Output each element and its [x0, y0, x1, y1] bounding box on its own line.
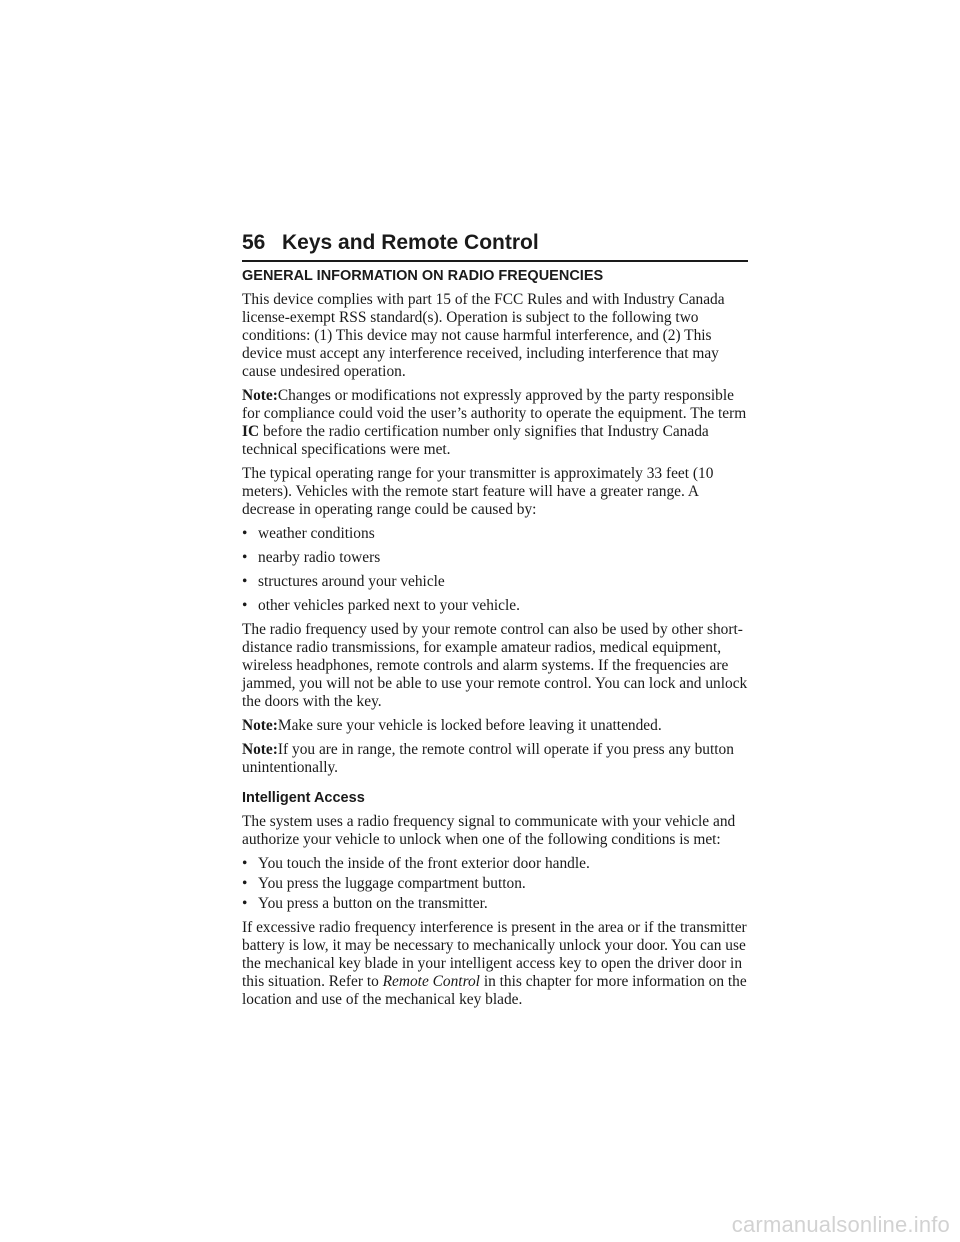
- operating-range-paragraph: The typical operating range for your transmitter is approximately 33 feet (10 meters). Vehicles with the remote start feature will have a greater range. A decrease in operating range could be caused by:: [242, 465, 714, 518]
- list-item: [242, 525, 748, 543]
- watermark: carmanualsonline.info: [731, 1212, 950, 1237]
- bullet-icon: •: [242, 875, 248, 892]
- list-item-text: You press a button on the transmitter.: [258, 895, 488, 912]
- cross-reference-link[interactable]: Remote Control: [382, 973, 480, 990]
- fcc-compliance-paragraph: This device complies with part 15 of the FCC Rules and with Industry Canada license-exempt RSS standard(s). Operation is subject to the following two conditions: (1) This device may not cause harmful interference, and (2) This device must accept any interference received, including interference that may cause undesired operation.: [242, 291, 725, 380]
- list-item: [242, 549, 748, 567]
- unlock-conditions-list: [242, 855, 748, 913]
- list-item-text: You touch the inside of the front exterior door handle.: [258, 855, 590, 872]
- note-text: Make sure your vehicle is locked before leaving it unattended.: [277, 717, 662, 734]
- list-item-text: weather conditions: [258, 525, 375, 542]
- section-heading-radio-frequencies: GENERAL INFORMATION ON RADIO FREQUENCIES: [242, 268, 604, 284]
- bullet-icon: •: [242, 573, 248, 590]
- note-label: Note:: [242, 741, 278, 758]
- page-content: [242, 265, 748, 1015]
- paragraph-text-after: in this chapter for more information on the location and use of the mechanical key blade.: [242, 973, 747, 1008]
- ic-term: IC: [242, 423, 260, 440]
- chapter-title: Keys and Remote Control: [282, 231, 539, 254]
- list-item: [242, 895, 748, 913]
- range-causes-list: [242, 525, 748, 615]
- bullet-icon: •: [242, 895, 248, 912]
- list-item-text: You press the luggage compartment button.: [258, 875, 526, 892]
- section-heading-intelligent-access: Intelligent Access: [242, 790, 365, 806]
- note-text-after: before the radio certification number only signifies that Industry Canada technical specifications were met.: [242, 423, 709, 458]
- mechanical-key-paragraph: [242, 919, 748, 1009]
- page-header: [242, 228, 748, 262]
- bullet-icon: •: [242, 597, 248, 614]
- list-item: [242, 855, 748, 873]
- note-modifications: [242, 387, 748, 459]
- radio-frequency-paragraph: The radio frequency used by your remote control can also be used by other short-distance radio transmissions, for example amateur radios, medical equipment, wireless headphones, remote controls and alarm systems. If the frequencies are jammed, you will not be able to use your remote control. You can lock and unlock the doors with the key.: [242, 621, 748, 710]
- paragraph-text-before: If excessive radio frequency interference is present in the area or if the transmitter battery is low, it may be necessary to mechanically unlock your door. You can use the mechanical key blade in your intelligent access key to open the driver door in this situation. Refer to: [242, 919, 747, 990]
- note-lock-vehicle: [242, 717, 748, 735]
- list-item: [242, 597, 748, 615]
- intelligent-access-intro: The system uses a radio frequency signal to communicate with your vehicle and authorize your vehicle to unlock when one of the following conditions is met:: [242, 813, 736, 848]
- list-item: [242, 875, 748, 893]
- note-label: Note:: [242, 717, 278, 734]
- list-item-text: structures around your vehicle: [258, 573, 445, 590]
- note-unintentional-press: [242, 741, 748, 777]
- bullet-icon: •: [242, 549, 248, 566]
- bullet-icon: •: [242, 855, 248, 872]
- note-text: If you are in range, the remote control will operate if you press any button unintentionally.: [242, 741, 734, 776]
- list-item-text: other vehicles parked next to your vehicle.: [258, 597, 520, 614]
- note-label: Note:: [242, 387, 278, 404]
- bullet-icon: •: [242, 525, 248, 542]
- note-text-before: Changes or modifications not expressly approved by the party responsible for compliance could void the user’s authority to operate the equipment. The term: [242, 387, 747, 422]
- list-item: [242, 573, 748, 591]
- list-item-text: nearby radio towers: [258, 549, 381, 566]
- page-number: 56: [242, 231, 266, 254]
